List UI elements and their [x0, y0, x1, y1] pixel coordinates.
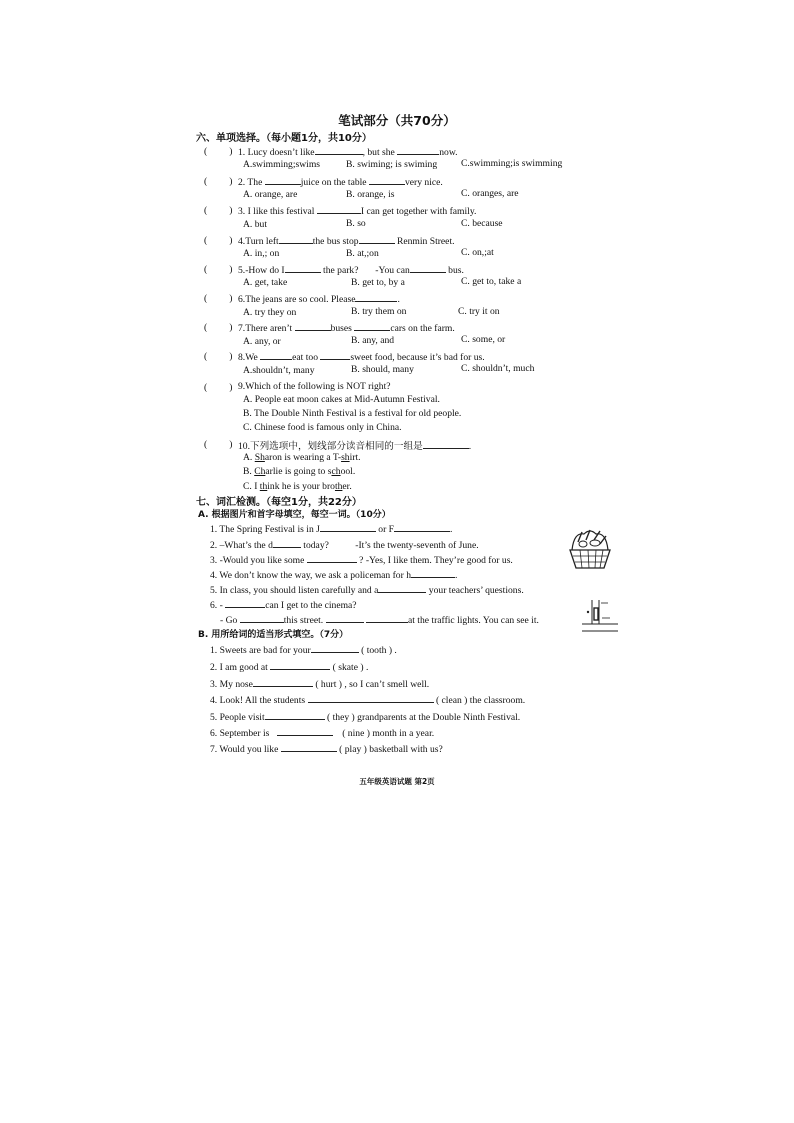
street-map-icon	[582, 600, 620, 640]
q5-option-c: C. get to, take a	[461, 276, 522, 287]
q6-option-a: A. try they on	[243, 307, 297, 318]
question-10: 10.下列选项中，划线部分读音相同的一组是 .	[238, 441, 472, 452]
q9-option-a: A. People eat moon cakes at Mid-Autumn Festival.	[243, 394, 440, 405]
section6-heading: 六、单项选择。（每小题1分，共10分）	[196, 133, 372, 144]
vocab-a-5: 5. In class, you should listen carefully and a your teachers’ questions.	[210, 585, 524, 596]
answer-paren-7[interactable]: ( )	[204, 322, 233, 333]
vocab-a-6-reply: - Go this street. at the traffic lights. You can see it.	[220, 615, 539, 626]
part-a-heading: A. 根据图片和首字母填空，每空一词。（10分）	[198, 510, 391, 520]
q1-option-a: A.swimming;swims	[243, 159, 321, 170]
vocab-b-5: 5. People visit ( they ) grandparents at the Double Ninth Festival.	[210, 712, 521, 723]
q5-option-a: A. get, take	[243, 277, 288, 288]
question-6: 6.The jeans are so cool. Please .	[238, 294, 400, 305]
q5-option-b: B. get to, by a	[351, 277, 405, 288]
vocab-b-4: 4. Look! All the students ( clean ) the classroom.	[210, 695, 526, 706]
part-b-heading: B. 用所给词的适当形式填空。（7分）	[198, 630, 349, 640]
q1-option-c: C.swimming;is swimming	[461, 158, 563, 169]
q8-option-b: B. should, many	[351, 364, 414, 375]
q6-option-b: B. try them on	[351, 306, 407, 317]
q7-option-c: C. some, or	[461, 334, 506, 345]
vegetable-basket-icon	[566, 528, 614, 570]
answer-paren-6[interactable]: ( )	[204, 293, 233, 304]
page-footer: 五年级英语试题 第2页	[359, 777, 435, 786]
answer-paren-8[interactable]: ( )	[204, 351, 233, 362]
question-9: 9.Which of the following is NOT right?	[238, 381, 391, 392]
answer-paren-5[interactable]: ( )	[204, 264, 233, 275]
vocab-b-3: 3. My nose ( hurt ) , so I can’t smell well.	[210, 679, 430, 690]
vocab-b-1: 1. Sweets are bad for your ( tooth ) .	[210, 645, 397, 656]
q9-option-b: B. The Double Ninth Festival is a festival for old people.	[243, 408, 462, 419]
q2-option-a: A. orange, are	[243, 189, 298, 200]
q1-option-b: B. swiming; is swiming	[346, 159, 438, 170]
vocab-a-3: 3. -Would you like some ? -Yes, I like them. They’re good for us.	[210, 555, 513, 566]
question-7: 7.There aren’t buses cars on the farm.	[238, 323, 455, 334]
q10-option-a: A. Sharon is wearing a T-shirt.	[243, 452, 361, 463]
q10-option-b: B. Charlie is going to school.	[243, 466, 356, 477]
q7-option-b: B. any, and	[351, 335, 395, 346]
vocab-a-1: 1. The Spring Festival is in J or F .	[210, 524, 453, 535]
q3-option-b: B. so	[346, 218, 366, 229]
q4-option-c: C. on,;at	[461, 247, 494, 258]
vocab-a-4: 4. We don’t know the way, we ask a policeman for h .	[210, 570, 458, 581]
vocab-a-6: 6. - can I get to the cinema?	[210, 600, 357, 611]
q3-option-c: C. because	[461, 218, 503, 229]
vocab-b-7: 7. Would you like ( play ) basketball with us?	[210, 744, 443, 755]
q8-option-c: C. shouldn’t, much	[461, 363, 535, 374]
q4-option-a: A. in,; on	[243, 248, 280, 259]
vocab-b-6: 6. September is ( nine ) month in a year.	[210, 728, 435, 739]
q7-option-a: A. any, or	[243, 336, 281, 347]
answer-paren-2[interactable]: ( )	[204, 176, 233, 187]
section7-heading: 七、词汇检测。（每空1分，共22分）	[196, 497, 362, 508]
question-1: 1. Lucy doesn’t like , but she now.	[238, 147, 458, 158]
page-title: 笔试部分（共70分）	[338, 113, 456, 128]
q10-option-c: C. I think he is your brother.	[243, 481, 352, 492]
question-8: 8.We eat too sweet food, because it’s bad for us.	[238, 352, 485, 363]
q2-option-b: B. orange, is	[346, 189, 395, 200]
q4-option-b: B. at,;on	[346, 248, 379, 259]
answer-paren-1[interactable]: ( )	[204, 146, 233, 157]
q8-option-a: A.shouldn’t, many	[243, 365, 315, 376]
q9-option-c: C. Chinese food is famous only in China.	[243, 422, 402, 433]
question-5: 5.-How do I the park? -You can bus.	[238, 265, 464, 276]
vocab-b-2: 2. I am good at ( skate ) .	[210, 662, 369, 673]
vocab-a-2: 2. –What’s the d today? -It’s the twenty-seventh of June.	[210, 540, 479, 551]
q2-option-c: C. oranges, are	[461, 188, 519, 199]
answer-paren-3[interactable]: ( )	[204, 205, 233, 216]
q6-option-c: C. try it on	[458, 306, 500, 317]
question-2: 2. The juice on the table very nice.	[238, 177, 443, 188]
question-4: 4.Turn left the bus stop Renmin Street.	[238, 236, 455, 247]
answer-paren-4[interactable]: ( )	[204, 235, 233, 246]
q3-option-a: A. but	[243, 219, 267, 230]
answer-paren-9[interactable]: ( )	[204, 382, 233, 393]
answer-paren-10[interactable]: ( )	[204, 439, 233, 450]
question-3: 3. I like this festival I can get together with family.	[238, 206, 477, 217]
